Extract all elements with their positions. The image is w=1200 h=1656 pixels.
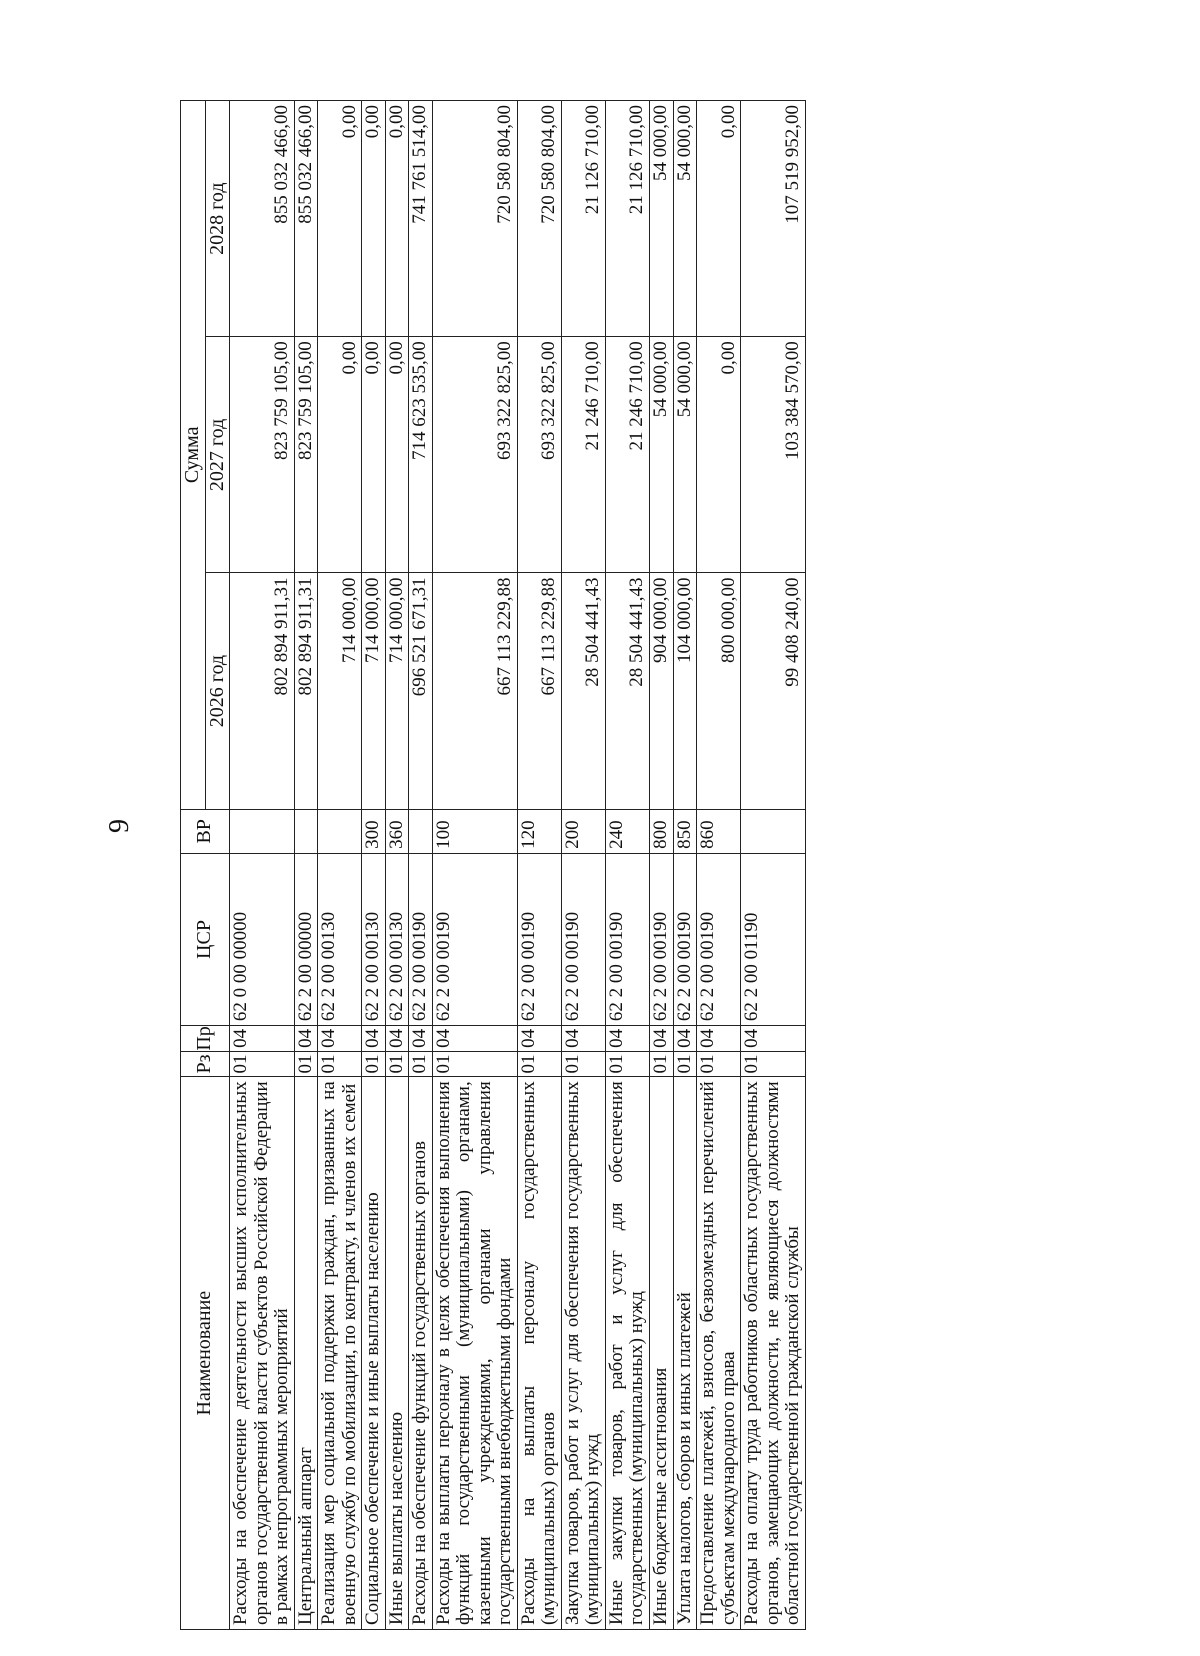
cell-sum-2027: 54 000,00 <box>649 337 673 573</box>
cell-pr: 04 <box>741 1026 806 1052</box>
cell-pr: 04 <box>230 1026 295 1052</box>
table-row <box>561 101 605 1630</box>
cell-sum-2028: 720 580 804,00 <box>432 101 517 337</box>
cell-rz: 01 <box>230 1051 295 1077</box>
cell-sum-2026: 99 408 240,00 <box>741 573 806 809</box>
cell-rz: 01 <box>697 1051 741 1077</box>
cell-rz: 01 <box>294 1051 318 1077</box>
cell-sum-2026: 696 521 671,31 <box>409 573 433 809</box>
cell-vr: 100 <box>432 809 517 853</box>
cell-csr: 62 2 00 00000 <box>294 853 318 1025</box>
cell-sum-2026: 714 000,00 <box>385 573 409 809</box>
cell-sum-2027: 823 759 105,00 <box>230 337 295 573</box>
cell-sum-2027: 0,00 <box>697 337 741 573</box>
cell-sum-2026: 714 000,00 <box>362 573 386 809</box>
cell-name: Расходы на выплаты персоналу в целях обеспечения выполнения функций государственными (муниципальными) органами, казенными учреждениями, органами управления государственными внебюджетными фондами <box>432 1077 517 1630</box>
cell-name: Иные закупки товаров, работ и услуг для обеспечения государственных (муниципальных) нужд <box>605 1077 649 1630</box>
cell-name: Расходы на оплату труда работников областных государственных органов, замещающих должности, не являющиеся должностями областной государственной гражданской службы <box>741 1077 806 1630</box>
table-row <box>409 101 433 1630</box>
cell-vr: 850 <box>673 809 697 853</box>
cell-sum-2027: 21 246 710,00 <box>561 337 605 573</box>
cell-csr: 62 2 00 00190 <box>409 853 433 1025</box>
cell-sum-2028: 0,00 <box>697 101 741 337</box>
cell-sum-2027: 0,00 <box>318 337 362 573</box>
cell-sum-2027: 693 322 825,00 <box>517 337 561 573</box>
cell-sum-2027: 21 246 710,00 <box>605 337 649 573</box>
cell-sum-2026: 104 000,00 <box>673 573 697 809</box>
cell-name: Иные бюджетные ассигнования <box>649 1077 673 1630</box>
cell-csr: 62 2 00 01190 <box>741 853 806 1025</box>
cell-sum-2028: 741 761 514,00 <box>409 101 433 337</box>
cell-vr: 240 <box>605 809 649 853</box>
cell-csr: 62 2 00 00190 <box>605 853 649 1025</box>
cell-sum-2028: 54 000,00 <box>673 101 697 337</box>
cell-sum-2027: 693 322 825,00 <box>432 337 517 573</box>
table-row <box>362 101 386 1630</box>
cell-csr: 62 2 00 00130 <box>362 853 386 1025</box>
table-row <box>294 101 318 1630</box>
header-csr: ЦСР <box>181 853 230 1025</box>
cell-sum-2027: 714 623 535,00 <box>409 337 433 573</box>
header-2027: 2027 год <box>205 337 230 573</box>
cell-name: Расходы на обеспечение функций государственных органов <box>409 1077 433 1630</box>
cell-rz: 01 <box>409 1051 433 1077</box>
cell-sum-2027: 0,00 <box>362 337 386 573</box>
cell-csr: 62 2 00 00190 <box>561 853 605 1025</box>
cell-rz: 01 <box>318 1051 362 1077</box>
cell-sum-2028: 0,00 <box>362 101 386 337</box>
cell-sum-2028: 0,00 <box>318 101 362 337</box>
cell-csr: 62 2 00 00190 <box>697 853 741 1025</box>
cell-vr <box>230 809 295 853</box>
cell-csr: 62 2 00 00130 <box>385 853 409 1025</box>
cell-sum-2026: 802 894 911,31 <box>230 573 295 809</box>
cell-pr: 04 <box>385 1026 409 1052</box>
table-row <box>697 101 741 1630</box>
cell-sum-2026: 28 504 441,43 <box>605 573 649 809</box>
cell-rz: 01 <box>385 1051 409 1077</box>
table-row <box>741 101 806 1630</box>
cell-csr: 62 2 00 00190 <box>432 853 517 1025</box>
cell-sum-2026: 802 894 911,31 <box>294 573 318 809</box>
cell-sum-2027: 823 759 105,00 <box>294 337 318 573</box>
table-row <box>432 101 517 1630</box>
cell-pr: 04 <box>649 1026 673 1052</box>
cell-pr: 04 <box>673 1026 697 1052</box>
budget-table-container <box>180 100 1056 1630</box>
cell-name: Реализация мер социальной поддержки граждан, призванных на военную службу по мобилизации, по контракту, и членов их семей <box>318 1077 362 1630</box>
cell-rz: 01 <box>561 1051 605 1077</box>
cell-rz: 01 <box>649 1051 673 1077</box>
cell-sum-2028: 855 032 466,00 <box>230 101 295 337</box>
cell-rz: 01 <box>605 1051 649 1077</box>
cell-pr: 04 <box>318 1026 362 1052</box>
cell-csr: 62 0 00 00000 <box>230 853 295 1025</box>
cell-name: Расходы на выплаты персоналу государственных (муниципальных) органов <box>517 1077 561 1630</box>
cell-sum-2026: 667 113 229,88 <box>517 573 561 809</box>
page-number: 9 <box>104 819 135 833</box>
table-row <box>649 101 673 1630</box>
cell-sum-2028: 21 126 710,00 <box>561 101 605 337</box>
cell-vr: 860 <box>697 809 741 853</box>
cell-name: Расходы на обеспечение деятельности высших исполнительных органов государственной власти субъектов Российской Федерации в рамках непрограммных мероприятий <box>230 1077 295 1630</box>
budget-table <box>180 100 806 1630</box>
cell-rz: 01 <box>432 1051 517 1077</box>
cell-pr: 04 <box>605 1026 649 1052</box>
cell-csr: 62 2 00 00190 <box>673 853 697 1025</box>
cell-sum-2028: 54 000,00 <box>649 101 673 337</box>
cell-vr <box>409 809 433 853</box>
cell-csr: 62 2 00 00190 <box>649 853 673 1025</box>
header-2026: 2026 год <box>205 573 230 809</box>
cell-name: Уплата налогов, сборов и иных платежей <box>673 1077 697 1630</box>
header-pr: Пр <box>181 1026 230 1052</box>
cell-vr: 360 <box>385 809 409 853</box>
cell-rz: 01 <box>362 1051 386 1077</box>
cell-name: Центральный аппарат <box>294 1077 318 1630</box>
table-row <box>605 101 649 1630</box>
cell-vr <box>741 809 806 853</box>
header-sum: Сумма <box>181 101 206 810</box>
cell-vr: 200 <box>561 809 605 853</box>
header-vr: ВР <box>181 809 230 853</box>
cell-vr: 300 <box>362 809 386 853</box>
cell-sum-2027: 54 000,00 <box>673 337 697 573</box>
cell-sum-2028: 107 519 952,00 <box>741 101 806 337</box>
table-row <box>517 101 561 1630</box>
cell-pr: 04 <box>409 1026 433 1052</box>
cell-pr: 04 <box>362 1026 386 1052</box>
header-rz: Рз <box>181 1051 230 1077</box>
cell-sum-2026: 800 000,00 <box>697 573 741 809</box>
cell-sum-2027: 103 384 570,00 <box>741 337 806 573</box>
cell-vr: 120 <box>517 809 561 853</box>
header-name: Наименование <box>181 1077 230 1630</box>
cell-sum-2028: 21 126 710,00 <box>605 101 649 337</box>
cell-sum-2026: 667 113 229,88 <box>432 573 517 809</box>
cell-csr: 62 2 00 00190 <box>517 853 561 1025</box>
header-2028: 2028 год <box>205 101 230 337</box>
cell-name: Закупка товаров, работ и услуг для обеспечения государственных (муниципальных) нужд <box>561 1077 605 1630</box>
table-row <box>673 101 697 1630</box>
cell-pr: 04 <box>697 1026 741 1052</box>
header-row-1 <box>181 101 206 1630</box>
cell-sum-2028: 0,00 <box>385 101 409 337</box>
cell-name: Иные выплаты населению <box>385 1077 409 1630</box>
cell-pr: 04 <box>294 1026 318 1052</box>
cell-pr: 04 <box>432 1026 517 1052</box>
cell-sum-2026: 904 000,00 <box>649 573 673 809</box>
cell-pr: 04 <box>561 1026 605 1052</box>
table-row <box>385 101 409 1630</box>
cell-rz: 01 <box>673 1051 697 1077</box>
cell-csr: 62 2 00 00130 <box>318 853 362 1025</box>
table-row <box>318 101 362 1630</box>
cell-sum-2028: 855 032 466,00 <box>294 101 318 337</box>
cell-sum-2026: 28 504 441,43 <box>561 573 605 809</box>
cell-rz: 01 <box>741 1051 806 1077</box>
cell-name: Социальное обеспечение и иные выплаты населению <box>362 1077 386 1630</box>
cell-vr: 800 <box>649 809 673 853</box>
cell-pr: 04 <box>517 1026 561 1052</box>
cell-sum-2028: 720 580 804,00 <box>517 101 561 337</box>
cell-sum-2027: 0,00 <box>385 337 409 573</box>
cell-rz: 01 <box>517 1051 561 1077</box>
cell-vr <box>318 809 362 853</box>
cell-vr <box>294 809 318 853</box>
table-row <box>230 101 295 1630</box>
cell-name: Предоставление платежей, взносов, безвозмездных перечислений субъектам международного права <box>697 1077 741 1630</box>
cell-sum-2026: 714 000,00 <box>318 573 362 809</box>
